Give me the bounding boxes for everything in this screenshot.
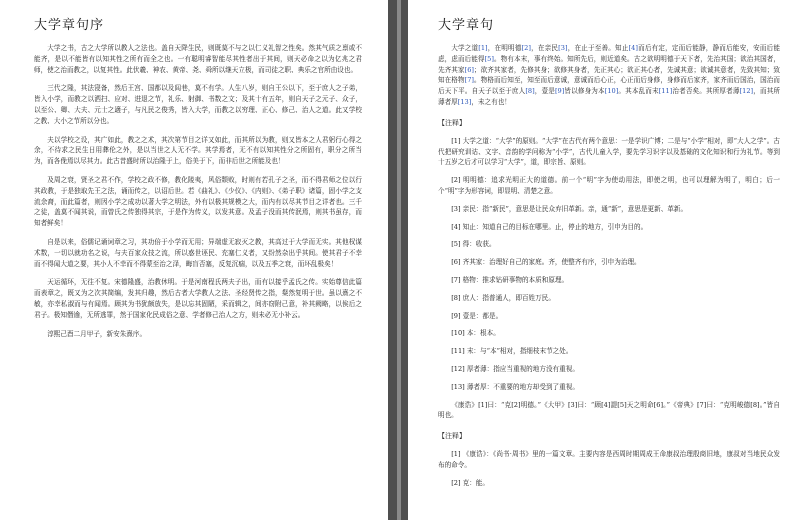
note-ref[interactable]: [4] [628,44,638,52]
note-13: [13] 薄者厚：不重要的地方却受到了重视。 [451,382,579,391]
main-text: 大学之道[1]，在明明德[2]，在亲民[3]，在止于至善。知止[4]而后有定，定而后能静，静而后能安，安而后能虑，虑而后能得[5]。物有本末，事有终始。知所先后，则近道矣。古之欲明明德于天下者，先治其国；欲治其国者，先齐其家[6]；欲齐其家者，先修其身；欲修其身者，先正其心；欲正其心者，先诚其意；欲诚其意者，先致其知；致知在格物[7]。物格而后知至，知至而后意诚，意诚而后心正，心正而后身修，身修而后家齐，家齐而后国治，国治而后天下平。自天子以至于庶人[8]，壹是[9]皆以修身为本[10]。其本乱而末[11]治者否矣。其所厚者薄[12]，而其所薄者厚[13]，未之有也！ [438,44,781,106]
preface-paragraph-2: 三代之隆，其法寖备，然后王宫、国都以及闾巷，莫不有学。人生八岁，则自王公以下，至于庶人之子弟，皆入小学，而教之以洒扫、应对、进退之节，礼乐、射御、书数之文；及其十有五年，则自天子之元子、众子，以至公、卿、大夫、元士之適子，与凡民之俊秀，皆入大学，而教之以穷理、正心、修己、治人之道。此又学校之教、大小之节所以分也。 [34,84,362,125]
notes-heading-2: 【注释】 [438,432,466,441]
preface-title: 大学章句序 [34,18,105,33]
note2-2: [2] 克：能。 [451,478,489,487]
note-8: [8] 庶人：指普通人，即百姓万民。 [451,293,555,302]
preface-signature: 淳熙己酉二月甲子，新安朱熹序。 [47,329,147,338]
note-4: [4] 知止：知道自己的目标在哪里。止，停止的地方，引申为目的。 [451,222,648,231]
right-page [408,0,798,520]
note-11: [11] 末：与“本”相对，指细枝末节之处。 [451,347,573,356]
note-10: [10] 本：根本。 [451,329,500,338]
note-ref[interactable]: [3] [558,44,568,52]
note-ref[interactable]: [10] [604,87,619,96]
note-ref[interactable]: [7] [464,76,474,85]
note-9: [9] 壹是：都是。 [451,311,503,320]
note-3: [3] 亲民：指“新民”，意思是让民众弃旧革新。亲，通“新”，意思是更新、革新。 [451,204,688,213]
note2-1: [1] 《康诰》：《尚书·周书》里的一篇文章。主要内容是西周时期周成王命康叔治理殷商旧地，康叔对当地民众发布的命令。 [438,450,780,469]
preface-paragraph-4: 及周之衰，贤圣之君不作，学校之政不修，教化陵夷，风俗颓败，时则有若孔子之圣，而不得君师之位以行其政教，于是独取先王之法，诵而传之，以诏后世。若《曲礼》、《少仪》、《内则》、《弟子职》诸篇，固小学之支流余裔，而此篇者，则因小学之成功以著大学之明法，外有以极其规模之大，而内有以尽其节目之详者也。三千之徒，盖莫不闻其说，而曾氏之传独得其宗，于是作为传义，以发其意。及孟子没而其传泯焉，则其书虽存，而知者鲜矣！ [34,175,362,228]
note-12: [12] 厚者薄：指应当重视的地方没有重视。 [451,364,579,373]
note-ref[interactable]: [8] [525,87,535,96]
note-7: [7] 格物：推求钻研事物的本质和原理。 [451,275,569,284]
preface-paragraph-1: 大学之书，古之大学所以教人之法也。盖自天降生民，则既莫不与之以仁义礼智之性矣。然其气质之禀或不能齐，是以不能皆有以知其性之所有而全之也。一有聪明睿智能尽其性者出于其间，则天必命之以为亿兆之君师，使之治而教之，以复其性。此伏羲、神农、黄帝、尧、舜所以继天立极，而司徒之职、典乐之官所由设也。 [34,44,362,74]
note-ref[interactable]: [5] [484,54,494,63]
note-ref[interactable]: [9] [554,87,565,96]
note-ref[interactable]: [1] [478,44,488,52]
note-ref[interactable]: [13] [457,97,472,106]
preface-paragraph-3: 夫以学校之设，其广如此，教之之术，其次第节目之详又如此，而其所以为教，则又皆本之人君躬行心得之余，不待求之民生日用彝伦之外，是以当世之人无不学。其学焉者，无不有以知其性分之所固有，职分之所当为，而各俛焉以尽其力。此古昔盛时所以治隆于上，俗美于下，而非后世之所能及也！ [34,135,362,166]
note-2: [2] 明明德：追求光明正大的道德。前一个“明”字为使动用法，即使之明，也可以理解为明了，明白；后一个“明”字为形容词，即显明、清楚之意。 [438,176,780,195]
preface-paragraph-5: 自是以来，俗儒记诵词章之习，其功倍于小学而无用；异端虚无寂灭之教，其高过于大学而无实。其他权谋术数，一切以就功名之说，与夫百家众技之流，所以惑世诬民、充塞仁义者，又纷然杂出乎其间。使其君子不幸而不得闻大道之要，其小人不幸而不得蒙至治之泽，晦盲否塞，反复沉痼，以及五季之衰，而坏乱极矣！ [34,237,362,268]
note-1: [1] 大学之道：“大学”的原则。“大学”在古代有两个意思：一是学识广博；二是与“小学”相对，即“大人之学”。古代把研究训诂、文字、音韵的学问称为“小学”，古代儿童入学，要先学习识字以及基础的文化知识和行为礼节。等到十五岁之后才可以学习“大学”，道，即宗旨、原则。 [438,136,780,167]
preface-paragraph-6: 天运循环，无往不复。宋德隆盛，治教休明。于是河南程氏两夫子出，而有以接乎孟氏之传。实始尊信此篇而表章之，既又为之次其简编，发其归趣，然后古者大学教人之法、圣经贤传之指，粲然复明于世。虽以熹之不敏，亦幸私淑而与有闻焉。顾其为书犹颇放失，是以忘其固陋，采而辑之，间亦窃附己意，补其阙略，以俟后之君子。极知僭逾，无所逃罪，然于国家化民成俗之意、学者修己治人之方，则未必无小补云。 [34,278,362,319]
note-ref[interactable]: [6] [464,65,474,74]
left-page [0,0,388,520]
note-ref[interactable]: [11] [658,87,673,96]
quote-text: 《康诰》[1]曰：“克[2]明德。”《大甲》[3]曰：“顾[4]諟[5]天之明命[6]。”《帝典》[7]曰：“克明峻德[8]。”皆自明也。 [438,400,780,420]
chapter-title: 大学章句 [438,18,495,33]
note-6: [6] 齐其家：治理好自己的家庭。齐，使整齐有序，引申为治理。 [451,258,641,267]
note-5: [5] 得：收获。 [451,240,496,249]
note-ref[interactable]: [2] [521,44,531,52]
note-ref[interactable]: [12] [739,87,754,96]
vertical-scrollbar[interactable] [397,0,401,520]
notes-heading: 【注释】 [438,118,466,127]
